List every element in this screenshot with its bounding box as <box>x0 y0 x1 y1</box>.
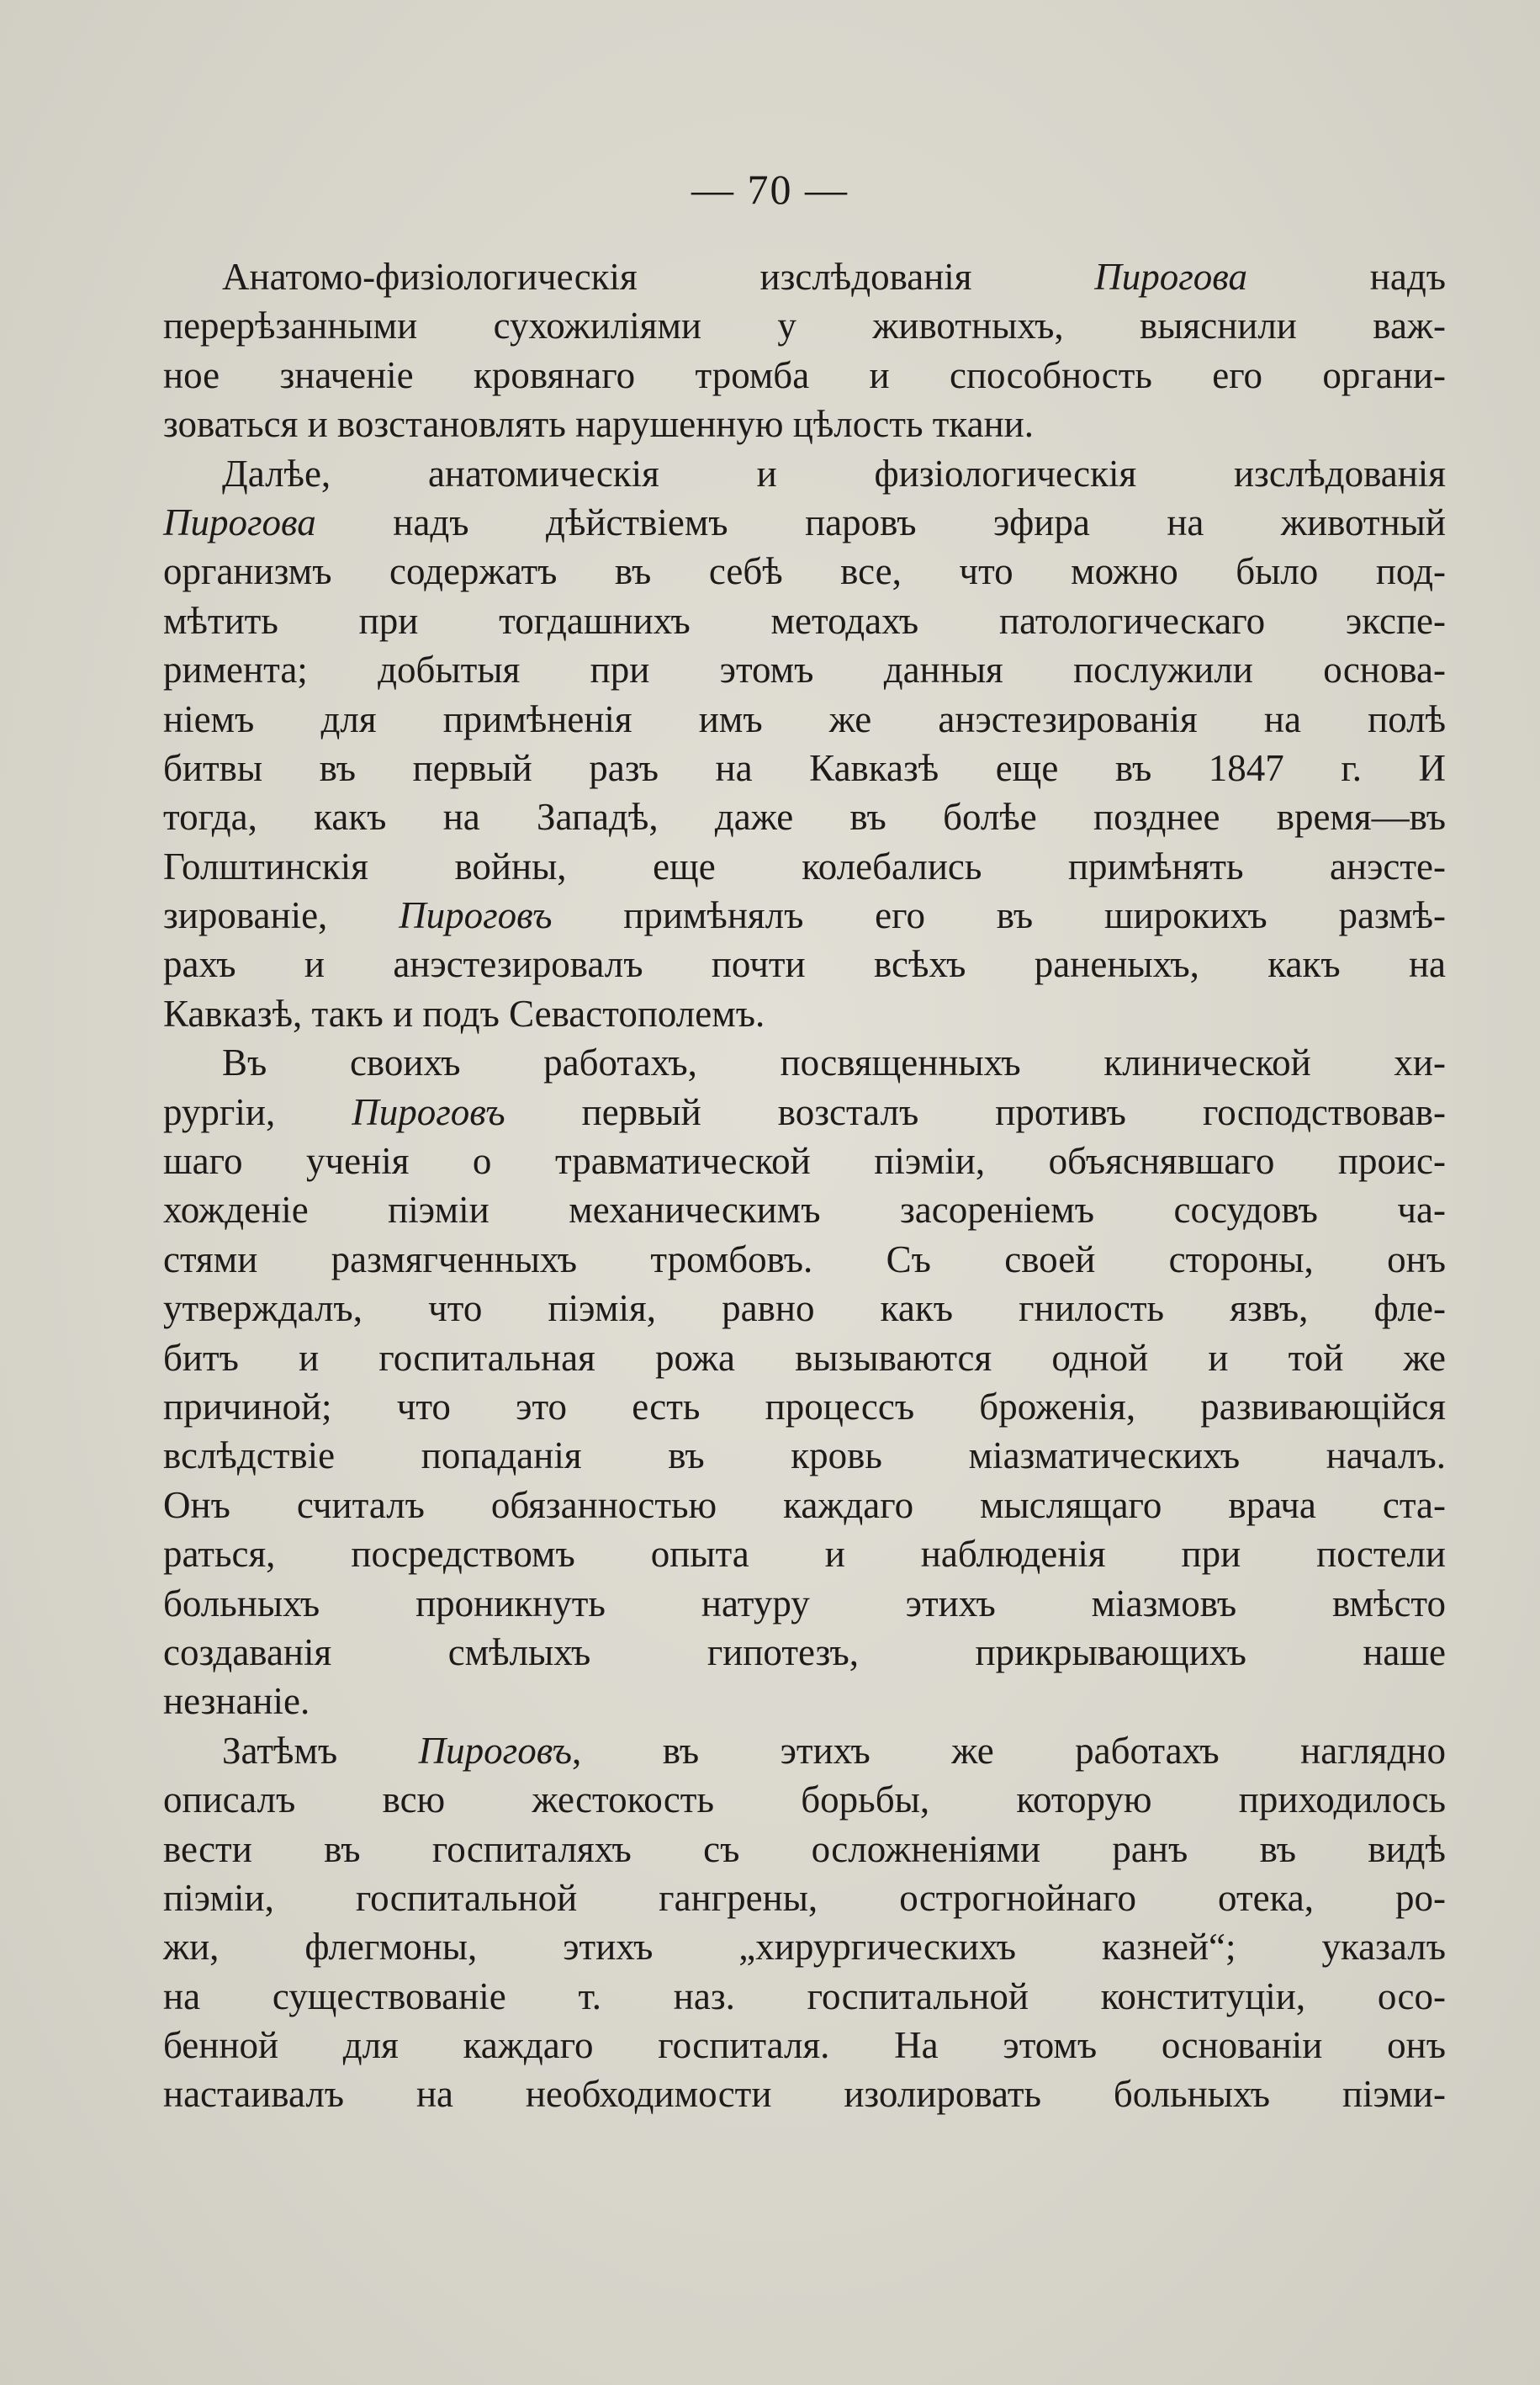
text-line: больныхъ проникнуть натуру этихъ мiазмовъ вмѣсто <box>163 1582 1446 1624</box>
emphasized-name: Пирогова <box>1094 256 1248 298</box>
text-line: шаго ученiя о травматической пiэмiи, объяснявшаго проис- <box>163 1140 1446 1183</box>
text-line: бенной для каждаго госпиталя. На этомъ основанiи онъ <box>163 2024 1446 2067</box>
emphasized-name: Пироговъ <box>352 1090 505 1133</box>
text-line: Пирогова надъ дѣйствiемъ паровъ эфира на животный <box>163 501 1446 543</box>
text-line: вести въ госпиталяхъ съ осложненiями ранъ въ видѣ <box>163 1827 1446 1870</box>
text-line: перерѣзанными сухожилiями у животныхъ, выяснили важ- <box>163 305 1446 347</box>
text-line: утверждалъ, что пiэмiя, равно какъ гнилость язвъ, фле- <box>163 1287 1446 1330</box>
page-number: — 70 — <box>691 166 849 213</box>
text-line: ное значенiе кровянаго тромба и способность его органи- <box>163 353 1446 396</box>
text-line: настаивалъ на необходимости изолировать больныхъ пiэми- <box>163 2073 1446 2116</box>
text-line: описалъ всю жестокость борьбы, которую приходилось <box>163 1778 1446 1821</box>
emphasized-name: Пироговъ <box>418 1729 573 1772</box>
text-line: Голштинскiя войны, еще колебались примѣнять анэсте- <box>163 845 1446 888</box>
text-line: на существованiе т. наз. госпитальной конституцiи, осо- <box>163 1974 1446 2017</box>
text-line: организмъ содержатъ въ себѣ все, что можно было под- <box>163 550 1446 593</box>
text-line: зоваться и возстановлять нарушенную цѣлость ткани. <box>163 403 1034 446</box>
text-line: хожденiе пiэмiи механическимъ засоренiемъ сосудовъ ча- <box>163 1189 1446 1232</box>
text-line: Кавказѣ, такъ и подъ Севастополемъ. <box>163 992 765 1035</box>
text-line: стями размягченныхъ тромбовъ. Съ своей стороны, онъ <box>163 1238 1446 1280</box>
text-line: римента; добытыя при этомъ данныя послужили основа- <box>163 649 1446 692</box>
text-line: вслѣдствiе попаданiя въ кровь мiазматическихъ началъ. <box>163 1434 1446 1477</box>
text-line: незнанiе. <box>163 1680 310 1723</box>
body-text <box>163 252 1446 2119</box>
text-line: Онъ считалъ обязанностью каждаго мыслящаго врача ста- <box>163 1483 1446 1526</box>
text-line: создаванiя смѣлыхъ гипотезъ, прикрывающихъ наше <box>163 1630 1446 1673</box>
text-line: зированiе, Пироговъ примѣнялъ его въ широкихъ размѣ- <box>163 894 1447 937</box>
text-line: Анатомо-физiологическiя изслѣдованiя Пирогова надъ <box>222 256 1446 298</box>
text-line: Въ своихъ работахъ, посвященныхъ клинической хи- <box>222 1041 1446 1084</box>
emphasized-name: Пирогова <box>163 501 316 543</box>
text-line: Затѣмъ Пироговъ, въ этихъ же работахъ наглядно <box>222 1729 1446 1772</box>
text-line: нiемъ для примѣненiя имъ же анэстезированiя на полѣ <box>163 697 1446 740</box>
text-line: рургiи, Пироговъ первый возсталъ противъ господствовав- <box>163 1090 1446 1133</box>
emphasized-name: Пироговъ <box>399 894 553 937</box>
text-line: рахъ и анэстезировалъ почти всѣхъ раненыхъ, какъ на <box>163 943 1446 986</box>
text-line: Далѣе, анатомическiя и физiологическiя изслѣдованiя <box>222 452 1446 495</box>
text-line: раться, посредствомъ опыта и наблюденiя при постели <box>163 1533 1446 1576</box>
text-line: пiэмiи, госпитальной гангрены, острогнойнаго отека, ро- <box>163 1876 1446 1919</box>
text-line: тогда, какъ на Западѣ, даже въ болѣе позднее время—въ <box>163 796 1446 839</box>
text-line: жи, флегмоны, этихъ „хирургическихъ казней“; указалъ <box>163 1926 1446 1969</box>
text-line: битвы въ первый разъ на Кавказѣ еще въ 1847 г. И <box>163 746 1446 789</box>
text-line: битъ и госпитальная рожа вызываются одной и той же <box>163 1336 1446 1379</box>
text-line: причиной; что это есть процессъ броженiя, развивающiйся <box>163 1385 1446 1428</box>
text-line: мѣтить при тогдашнихъ методахъ патологическаго экспе- <box>163 599 1446 642</box>
